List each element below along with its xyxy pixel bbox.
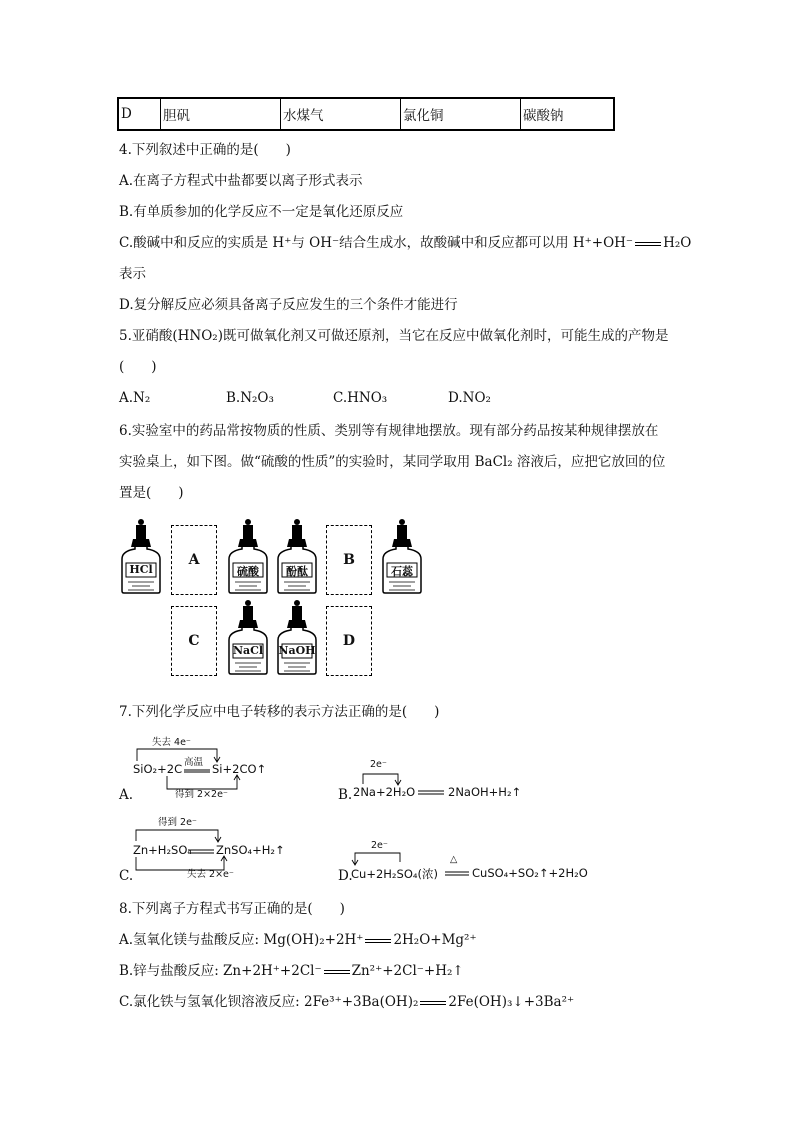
bottle-label-hcl: HCl bbox=[129, 563, 153, 576]
q4-option-b: B.有单质参加的化学反应不一定是氧化还原反应 bbox=[119, 204, 404, 220]
equals-sign bbox=[416, 789, 446, 797]
equals-sign bbox=[324, 970, 350, 974]
q5-stem: 5.亚硝酸(HNO₂)既可做氧化剂又可做还原剂，当它在反应中做氧化剂时，可能生成的产物是 bbox=[119, 328, 669, 344]
equals-sign bbox=[443, 870, 471, 878]
electron-transfer-arrow bbox=[350, 848, 410, 868]
q4-option-a: A.在离子方程式中盐都要以离子形式表示 bbox=[119, 173, 363, 189]
q8-option-b bbox=[119, 961, 464, 981]
q7c-reactants: Zn+H₂SO₄ bbox=[133, 843, 193, 857]
q5-option-a: A.N₂ bbox=[119, 390, 151, 406]
q7a-gain-label: 得到 2×2e⁻ bbox=[175, 789, 228, 800]
q8a-left: A.氢氧化镁与盐酸反应: Mg(OH)₂+2H⁺ bbox=[119, 932, 364, 948]
reagent-bottle-icon bbox=[381, 517, 423, 595]
bottle-label-nacl: NaCl bbox=[232, 644, 264, 657]
table-cell: 水煤气 bbox=[281, 98, 401, 130]
q4-option-c bbox=[119, 233, 691, 253]
q8b-right: Zn²⁺+2Cl⁻+H₂↑ bbox=[351, 963, 464, 979]
bottle-label-phenolphthalein: 酚酞 bbox=[286, 565, 308, 578]
q8a-right: 2H₂O+Mg²⁺ bbox=[393, 932, 477, 948]
q7-stem: 7.下列化学反应中电子转移的表示方法正确的是( ) bbox=[119, 704, 440, 720]
slot-c: C bbox=[171, 606, 217, 676]
equals-sign bbox=[365, 939, 391, 943]
q4-option-c-cont: 表示 bbox=[119, 266, 146, 282]
q8-stem: 8.下列离子方程式书写正确的是( ) bbox=[119, 901, 345, 917]
q7a-lose-label: 失去 4e⁻ bbox=[152, 737, 191, 748]
q7d-electron-label: 2e⁻ bbox=[371, 840, 388, 851]
reagent-bottle-icon bbox=[227, 598, 269, 676]
table-row bbox=[118, 98, 614, 130]
q7c-lose-label: 失去 2×e⁻ bbox=[187, 869, 234, 880]
q7d-products: CuSO₄+SO₂↑+2H₂O bbox=[472, 866, 588, 880]
table-cell: 氯化铜 bbox=[401, 98, 521, 130]
q7c-products: ZnSO₄+H₂↑ bbox=[216, 843, 285, 857]
table-cell: 碳酸钠 bbox=[521, 98, 615, 130]
bottle-label-naoh: NaOH bbox=[278, 644, 316, 657]
q8c-left: C.氯化铁与氢氧化钡溶液反应: 2Fe³⁺+3Ba(OH)₂ bbox=[119, 994, 419, 1010]
q7a-letter: A. bbox=[119, 787, 134, 803]
slot-a: A bbox=[171, 525, 217, 595]
q7b-letter: B. bbox=[338, 787, 353, 803]
q7d-reactants: Cu+2H₂SO₄(浓) bbox=[351, 867, 438, 881]
q6-line2: 实验桌上，如下图。做“硫酸的性质”的实验时，某同学取用 BaCl₂ 溶液后，应把它放回的位 bbox=[119, 454, 666, 470]
bottle-label-litmus: 石蕊 bbox=[391, 565, 413, 578]
q7d-letter: D. bbox=[338, 868, 353, 884]
q4-option-d: D.复分解反应必须具备离子反应发生的三个条件才能进行 bbox=[119, 297, 458, 313]
q7b-electron-label: 2e⁻ bbox=[370, 759, 387, 770]
q5-paren: ( ) bbox=[119, 359, 157, 375]
q7c-letter: C. bbox=[119, 868, 134, 884]
q6-line1: 6.实验室中的药品常按物质的性质、类别等有规律地摆放。现有部分药品按某种规律摆放在 bbox=[119, 423, 659, 439]
q7a-products: Si+2CO↑ bbox=[212, 762, 267, 776]
reagent-bottle-icon bbox=[227, 517, 269, 595]
q5-option-d: D.NO₂ bbox=[448, 390, 491, 406]
q8c-right: 2Fe(OH)₃↓+3Ba²⁺ bbox=[448, 994, 575, 1010]
answer-table bbox=[117, 97, 615, 131]
q7a-reactants: SiO₂+2C bbox=[133, 762, 183, 776]
reagent-bottle-icon bbox=[276, 517, 318, 595]
q4-option-c-product: H₂O bbox=[663, 235, 692, 251]
q4-stem: 4.下列叙述中正确的是( ) bbox=[119, 142, 291, 158]
table-cell: 胆矾 bbox=[161, 98, 281, 130]
equals-sign bbox=[635, 242, 661, 246]
q7a-condition: 高温 bbox=[184, 757, 204, 768]
q4-option-c-text: C.酸碱中和反应的实质是 H⁺与 OH⁻结合生成水，故酸碱中和反应都可以用 H⁺+OH⁻ bbox=[119, 235, 634, 251]
q8-option-c bbox=[119, 992, 574, 1012]
heat-condition-icon: △ bbox=[450, 854, 458, 865]
q5-option-c: C.HNO₃ bbox=[333, 390, 388, 406]
q8b-left: B.锌与盐酸反应: Zn+2H⁺+2Cl⁻ bbox=[119, 963, 322, 979]
q6-line3: 置是( ) bbox=[119, 485, 184, 501]
q5-option-b: B.N₂O₃ bbox=[226, 390, 274, 406]
q8-option-a bbox=[119, 930, 477, 950]
q7c-gain-label: 得到 2e⁻ bbox=[158, 817, 197, 828]
slot-b: B bbox=[326, 525, 372, 595]
equals-sign bbox=[420, 1001, 446, 1005]
q7b-reactants: 2Na+2H₂O bbox=[353, 785, 416, 799]
reagent-bottle-icon bbox=[276, 598, 318, 676]
slot-d: D bbox=[326, 606, 372, 676]
q7b-products: 2NaOH+H₂↑ bbox=[448, 785, 522, 799]
bottle-label-sulfuric: 硫酸 bbox=[237, 565, 259, 578]
table-cell: D bbox=[118, 98, 161, 130]
reagent-bottle-icon bbox=[120, 517, 162, 595]
